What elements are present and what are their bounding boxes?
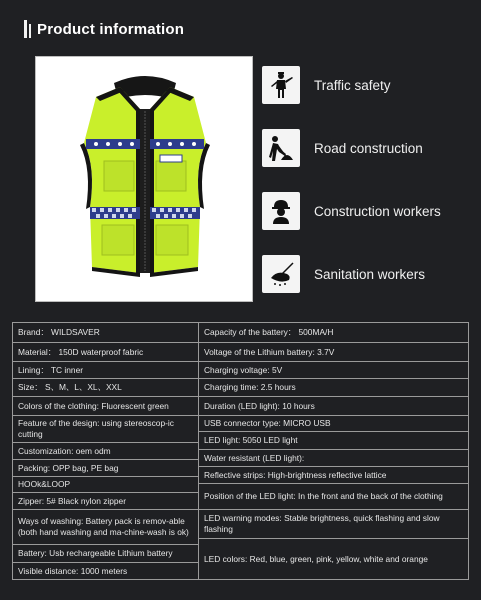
spec-cell: LED light: 5050 LED light [199, 432, 468, 450]
page-title: Product information [37, 20, 185, 38]
hard-hat-worker-icon [262, 192, 300, 230]
traffic-police-icon [262, 66, 300, 104]
spec-cell: Charging time: 2.5 hours [199, 379, 468, 397]
usage-item [262, 255, 425, 293]
usage-item [262, 66, 391, 104]
road-worker-icon [262, 129, 300, 167]
usage-label: Road construction [314, 140, 423, 156]
sweeping-worker-icon [262, 255, 300, 293]
spec-cell: Feature of the design: using stereoscop-ic cutting [13, 416, 198, 443]
spec-cell: Size： S、M、L、XL、XXL [13, 379, 198, 397]
header-bars-icon [24, 20, 31, 38]
usage-item [262, 129, 423, 167]
spec-cell: Material： 150D waterproof fabric [13, 343, 198, 362]
specs-left-column [13, 323, 199, 579]
spec-cell: Charging voltage: 5V [199, 362, 468, 379]
usage-label: Construction workers [314, 203, 441, 219]
spec-cell: Packing: OPP bag, PE bag [13, 460, 198, 477]
product-photo [35, 56, 253, 302]
spec-cell: Duration (LED light): 10 hours [199, 397, 468, 416]
spec-cell: LED warning modes: Stable brightness, quick flashing and slow flashing [199, 510, 468, 539]
specs-right-column [199, 323, 468, 579]
spec-cell: Brand： WILDSAVER [13, 323, 198, 343]
spec-cell: Colors of the clothing: Fluorescent green [13, 397, 198, 416]
spec-cell: Water resistant (LED light): [199, 450, 468, 467]
spec-cell: Lining： TC inner [13, 362, 198, 379]
spec-cell: LED colors: Red, blue, green, pink, yellow, white and orange [204, 553, 428, 564]
spec-cell: Voltage of the Lithium battery: 3.7V [199, 343, 468, 362]
specifications-table [12, 322, 469, 580]
spec-cell: USB connector type: MICRO USB [199, 416, 468, 432]
section-header [24, 20, 184, 38]
spec-cell: HOOk&LOOP [13, 477, 198, 493]
spec-cell: Ways of washing: Battery pack is remov-able (both hand washing and ma-chine-wash is ok) [13, 510, 198, 545]
spec-cell: Position of the LED light: In the front and the back of the clothing [199, 484, 468, 510]
usage-label: Traffic safety [314, 77, 391, 93]
spec-cell: Battery: Usb rechargeable Lithium battery [13, 545, 198, 563]
usage-label: Sanitation workers [314, 266, 426, 282]
usage-item [262, 192, 441, 230]
spec-cell: Customization: oem odm [13, 443, 198, 460]
safety-vest-image [36, 57, 254, 303]
spec-cell: Capacity of the battery： 500MA/H [199, 323, 468, 343]
spec-cell: Zipper: 5# Black nylon zipper [13, 493, 198, 510]
spec-cell: Visible distance: 1000 meters [18, 565, 128, 576]
spec-cell: Reflective strips: High-brightness reflective lattice [199, 467, 468, 484]
